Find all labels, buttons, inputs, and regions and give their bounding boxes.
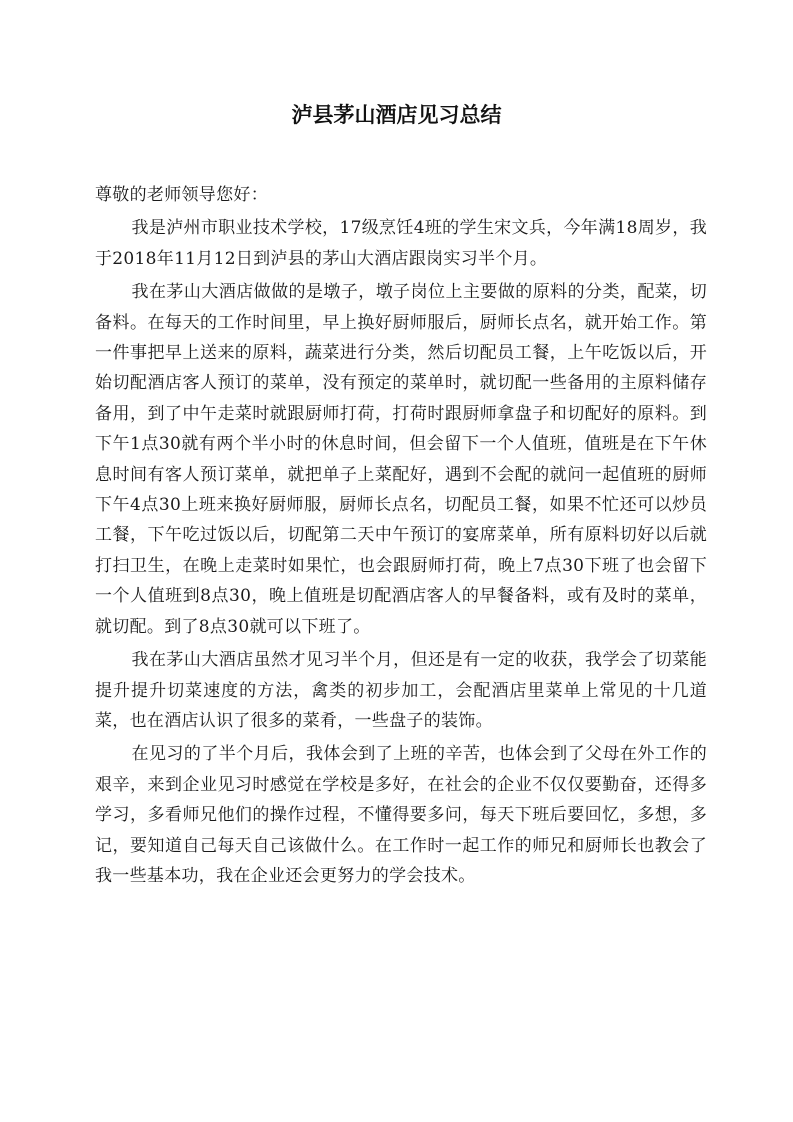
- paragraph-daily-work: 我在茅山大酒店做做的是墩子，墩子岗位上主要做的原料的分类，配菜，切备料。在每天的工作时间里，早上换好厨师服后，厨师长点名，就开始工作。第一件事把早上送来的原料，蔬菜进行分类，然后切配员工餐，上午吃饭以后，开始切配酒店客人预订的菜单，没有预定的菜单时，就切配一些备用的主原料储存备用，到了中午走菜时就跟厨师打荷，打荷时跟厨师拿盘子和切配好的原料。到下午1点30就有两个半小时的休息时间，但会留下一个人值班，值班是在下午休息时间有客人预订菜单，就把单子上菜配好，遇到不会配的就问一起值班的厨师下午4点30上班来换好厨师服，厨师长点名，切配员工餐，如果不忙还可以炒员工餐，下午吃过饭以后，切配第二天中午预订的宴席菜单，所有原料切好以后就打扫卫生，在晚上走菜时如果忙，也会跟厨师打荷，晚上7点30下班了也会留下一个人值班到8点30，晚上值班是切配酒店客人的早餐备料，或有及时的菜单，就切配。到了8点30就可以下班了。: [95, 282, 707, 637]
- document-body: [95, 180, 707, 891]
- document-title: 泸县茅山酒店见习总结: [291, 103, 502, 127]
- paragraph-gains: 我在茅山大酒店虽然才见习半个月，但还是有一定的收获，我学会了切菜能提升提升切菜速度的方法，禽类的初步加工，会配酒店里菜单上常见的十几道菜，也在酒店认识了很多的菜肴，一些盘子的装饰。: [95, 650, 707, 731]
- salutation: 尊敬的老师领导您好：: [95, 185, 268, 205]
- paragraph-introduction: 我是泸州市职业技术学校，17级烹饪4班的学生宋文兵，今年满18周岁，我于2018年11月12日到泸县的茅山大酒店跟岗实习半个月。: [95, 218, 707, 269]
- paragraph-reflection: 在见习的了半个月后，我体会到了上班的辛苦，也体会到了父母在外工作的艰辛，来到企业见习时感觉在学校是多好，在社会的企业不仅仅要勤奋，还得多学习，多看师兄他们的操作过程，不懂得要多问，每天下班后要回忆，多想，多记，要知道自己每天自己该做什么。在工作时一起工作的师兄和厨师长也教会了我一些基本功，我在企业还会更努力的学会技术。: [95, 744, 707, 886]
